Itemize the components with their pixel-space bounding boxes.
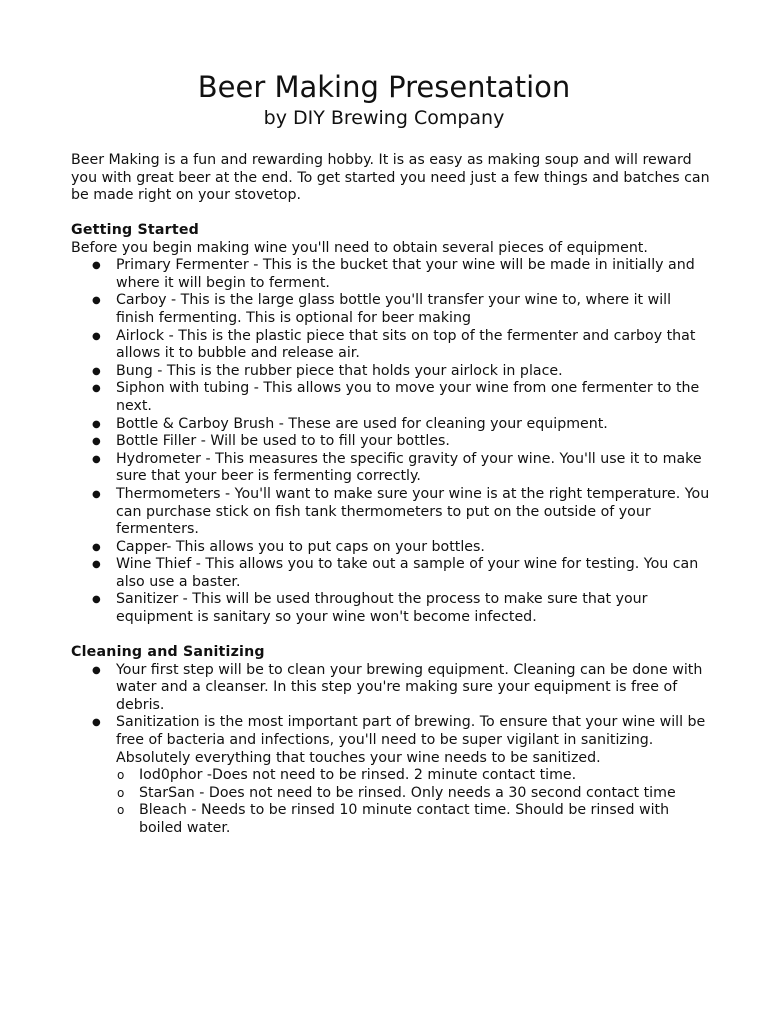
bullet-icon: ● — [92, 260, 101, 272]
document-title: Beer Making Presentation — [197, 70, 571, 104]
sub-list-item — [117, 767, 711, 785]
list-item — [92, 433, 711, 451]
list-item — [92, 380, 711, 415]
equipment-list — [71, 257, 711, 626]
intro-paragraph: Beer Making is a fun and rewarding hobby. It is as easy as making soup and will reward you with great beer at the end. To get started you need just a few things and batches can be made right on your stovetop. — [71, 152, 710, 204]
bullet-icon: ● — [92, 541, 101, 553]
list-item-text: Siphon with tubing - This allows you to move your wine from one fermenter to the next. — [116, 380, 700, 414]
bullet-icon: ● — [92, 383, 101, 395]
getting-started-heading: Getting Started — [71, 222, 200, 238]
list-item-text: Sanitizer - This will be used throughout the process to make sure that your equipment is sanitary so your wine won't become infected. — [116, 591, 648, 626]
list-item — [92, 257, 711, 292]
bullet-icon: ● — [92, 717, 101, 729]
list-item — [92, 415, 711, 434]
sub-list-item — [117, 784, 711, 803]
list-item-text: Bottle Filler - Will be used to to fill your bottles. — [116, 433, 450, 450]
list-item — [92, 485, 711, 539]
list-item — [92, 538, 711, 557]
getting-started-lead: Before you begin making wine you'll need to obtain several pieces of equipment. — [71, 239, 648, 256]
bullet-icon: ● — [92, 594, 101, 606]
sub-list-item-text: StarSan - Does not need to be rinsed. Only needs a 30 second contact time — [139, 784, 676, 801]
list-item-text: Sanitization is the most important part of brewing. To ensure that your wine will be free of bacteria and infections, you'll need to be super vigilant in sanitizing. Absolutely everything that touches your wine needs to be sanitized. — [116, 714, 706, 766]
list-item — [92, 714, 711, 837]
list-item — [92, 450, 711, 486]
bullet-icon: ● — [92, 436, 101, 448]
document-subtitle: by DIY Brewing Company — [263, 107, 505, 129]
bullet-icon: ● — [92, 488, 101, 500]
cleaning-list — [71, 662, 711, 838]
bullet-icon: ● — [92, 330, 101, 342]
list-item-text: Carboy - This is the large glass bottle you'll transfer your wine to, where it will finish fermenting. This is optional for beer making — [116, 292, 672, 326]
sub-list-item — [117, 802, 711, 837]
cleaning-section — [71, 644, 711, 838]
list-item-text: Airlock - This is the plastic piece that sits on top of the fermenter and carboy that allows it to bubble and release air. — [116, 327, 696, 362]
list-item-text: Bottle & Carboy Brush - These are used for cleaning your equipment. — [116, 415, 608, 432]
list-item-text: Capper- This allows you to put caps on your bottles. — [116, 538, 485, 555]
list-item — [92, 362, 711, 381]
list-item-text: Your first step will be to clean your brewing equipment. Cleaning can be done with water and a cleanser. In this step you're making sure your equipment is free of debris. — [116, 661, 703, 713]
bullet-icon: ● — [92, 418, 101, 430]
sub-list-item-text: Iod0phor -Does not need to be rinsed. 2 minute contact time. — [139, 767, 577, 784]
bullet-icon: ● — [92, 295, 101, 307]
list-item — [92, 327, 711, 363]
hollow-bullet-icon: o — [117, 768, 125, 783]
bullet-icon: ● — [92, 365, 101, 377]
hollow-bullet-icon: o — [117, 803, 125, 818]
list-item — [92, 591, 711, 626]
hollow-bullet-icon: o — [117, 785, 125, 800]
getting-started-section — [71, 222, 711, 627]
list-item-text: Thermometers - You'll want to make sure your wine is at the right temperature. You can purchase stick on fish tank thermometers to put on the outside of your fermenters. — [116, 485, 710, 538]
bullet-icon: ● — [92, 664, 101, 676]
sub-list-item-text: Bleach - Needs to be rinsed 10 minute contact time. Should be rinsed with boiled water. — [139, 802, 670, 836]
sanitizer-sublist — [116, 767, 711, 837]
bullet-icon: ● — [92, 559, 101, 571]
bullet-icon: ● — [92, 453, 101, 465]
list-item — [92, 292, 711, 327]
cleaning-heading: Cleaning and Sanitizing — [71, 644, 265, 660]
list-item — [92, 661, 711, 715]
list-item-text: Primary Fermenter - This is the bucket that your wine will be made in initially and where it will begin to ferment. — [116, 257, 695, 291]
list-item-text: Bung - This is the rubber piece that holds your airlock in place. — [116, 362, 563, 379]
list-item-text: Hydrometer - This measures the specific gravity of your wine. You'll use it to make sure that your beer is fermenting correctly. — [116, 450, 702, 485]
list-item-text: Wine Thief - This allows you to take out a sample of your wine for testing. You can also use a baster. — [116, 556, 699, 590]
list-item — [92, 556, 711, 591]
